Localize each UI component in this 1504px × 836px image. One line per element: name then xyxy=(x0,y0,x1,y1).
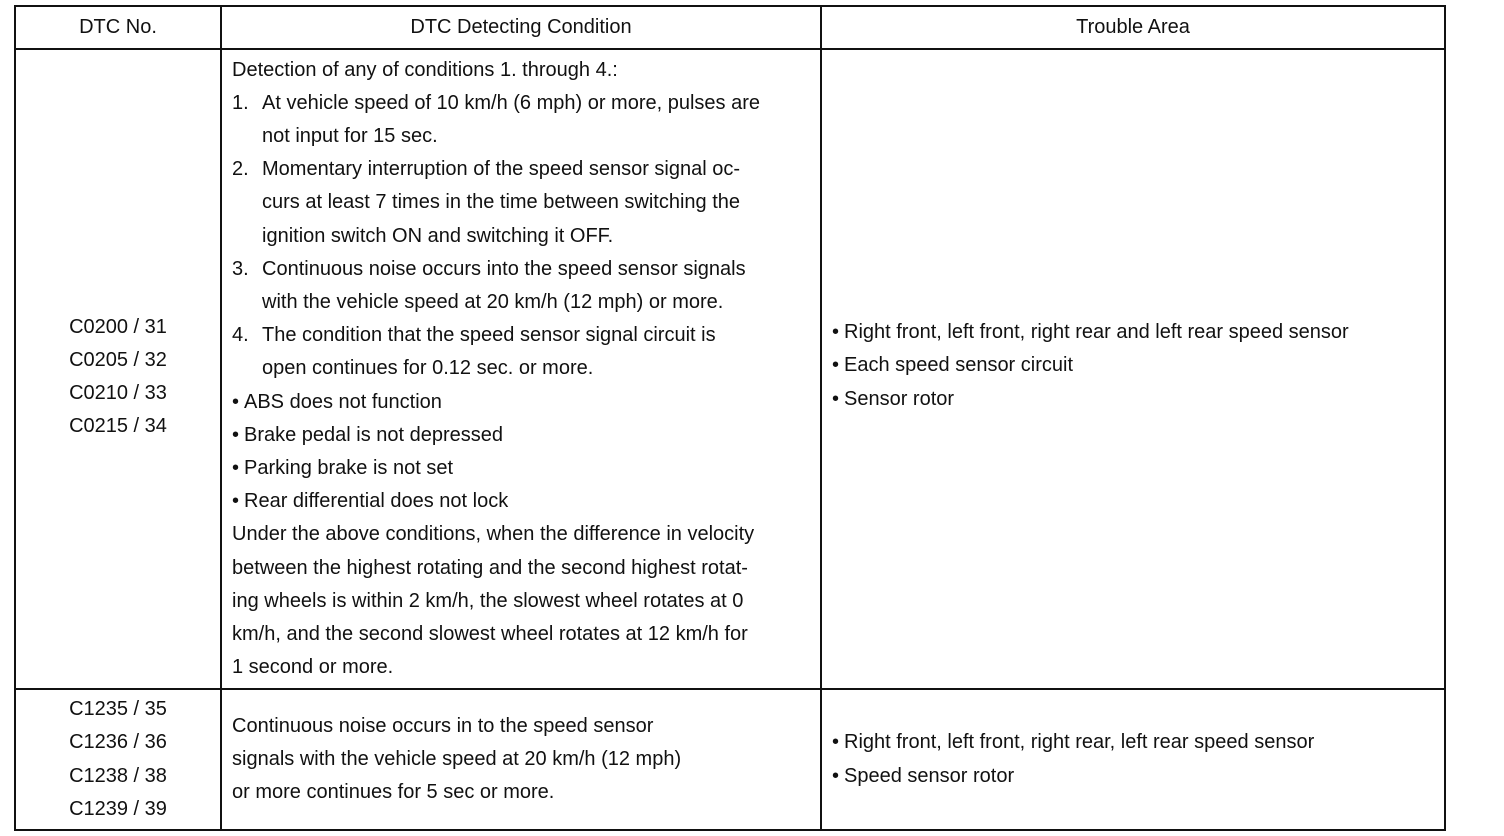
dtc-table xyxy=(14,5,1446,831)
item-text: curs at least 7 times in the time between switching the xyxy=(262,191,741,214)
item-text: The condition that the speed sensor signal circuit is xyxy=(262,324,716,347)
detecting-condition-cell xyxy=(221,49,821,689)
header-detecting-condition: DTC Detecting Condition xyxy=(221,6,821,49)
bullet-text: Parking brake is not set xyxy=(244,457,453,479)
condition-item xyxy=(232,153,820,186)
trouble-area-item xyxy=(832,349,1444,382)
condition-text: or more continues for 5 sec or more. xyxy=(232,781,555,804)
condition-bullet xyxy=(232,386,820,419)
condition-text: Continuous noise occurs in to the speed sensor xyxy=(232,714,654,737)
header-dtc-no: DTC No. xyxy=(15,6,221,49)
dtc-code: C0205 / 32 xyxy=(69,348,167,371)
condition-footer: ing wheels is within 2 km/h, the slowest wheel rotates at 0 xyxy=(232,589,744,612)
header-trouble-area: Trouble Area xyxy=(821,6,1445,49)
table-header-row xyxy=(15,6,1445,49)
bullet-icon: • xyxy=(232,457,240,479)
dtc-code: C1236 / 36 xyxy=(69,731,167,754)
dtc-code: C0200 / 31 xyxy=(69,315,167,338)
condition-footer: Under the above conditions, when the difference in velocity xyxy=(232,523,755,546)
condition-intro: Detection of any of conditions 1. through 4.: xyxy=(232,58,618,81)
item-number: 2. xyxy=(232,158,249,181)
dtc-codes-cell xyxy=(15,49,221,689)
condition-item xyxy=(232,319,820,352)
item-text: ignition switch ON and switching it OFF. xyxy=(262,224,614,247)
condition-footer: between the highest rotating and the second highest rotat- xyxy=(232,556,748,579)
table-row xyxy=(15,689,1445,830)
trouble-area-cell xyxy=(821,49,1445,689)
trouble-area-text: Sensor rotor xyxy=(844,387,955,410)
item-text: open continues for 0.12 sec. or more. xyxy=(262,357,594,380)
bullet-icon: • xyxy=(232,390,240,413)
bullet-icon: • xyxy=(232,490,240,513)
trouble-area-item xyxy=(832,760,1444,793)
trouble-area-item xyxy=(832,726,1444,759)
table-row xyxy=(15,49,1445,689)
condition-bullet xyxy=(232,485,820,518)
item-text: Momentary interruption of the speed sensor signal oc- xyxy=(262,158,741,181)
trouble-area-text: Right front, left front, right rear and left rear speed sensor xyxy=(844,321,1349,344)
condition-footer: 1 second or more. xyxy=(232,656,394,679)
bullet-text: Brake pedal is not depressed xyxy=(244,423,504,446)
bullet-icon: • xyxy=(832,764,840,787)
trouble-area-cell xyxy=(821,689,1445,830)
item-text: At vehicle speed of 10 km/h (6 mph) or more, pulses are xyxy=(262,91,761,114)
detecting-condition-cell xyxy=(221,689,821,830)
trouble-area-item xyxy=(832,316,1444,349)
condition-text: signals with the vehicle speed at 20 km/h (12 mph) xyxy=(232,747,682,770)
dtc-code: C0210 / 33 xyxy=(69,382,167,404)
item-number: 1. xyxy=(232,91,249,114)
item-number: 3. xyxy=(232,257,249,280)
trouble-area-text: Each speed sensor circuit xyxy=(844,354,1074,377)
condition-bullet xyxy=(232,419,820,452)
bullet-icon: • xyxy=(832,321,840,344)
bullet-icon: • xyxy=(832,731,840,754)
bullet-text: ABS does not function xyxy=(244,390,442,413)
bullet-icon: • xyxy=(832,387,840,410)
bullet-icon: • xyxy=(232,423,240,446)
dtc-code: C1235 / 35 xyxy=(69,698,167,721)
bullet-text: Rear differential does not lock xyxy=(244,490,509,513)
condition-bullet xyxy=(232,452,820,485)
dtc-codes-cell xyxy=(15,689,221,830)
trouble-area-text: Right front, left front, right rear, left rear speed sensor xyxy=(844,731,1315,754)
trouble-area-item xyxy=(832,383,1444,416)
condition-footer: km/h, and the second slowest wheel rotates at 12 km/h for xyxy=(232,623,748,646)
trouble-area-text: Speed sensor rotor xyxy=(844,764,1015,787)
dtc-code: C1239 / 39 xyxy=(69,797,167,820)
item-text: Continuous noise occurs into the speed sensor signals xyxy=(262,257,746,280)
item-text: with the vehicle speed at 20 km/h (12 mph) or more. xyxy=(262,290,724,313)
bullet-icon: • xyxy=(832,354,840,377)
condition-item xyxy=(232,253,820,286)
dtc-code: C0215 / 34 xyxy=(69,415,167,438)
item-number: 4. xyxy=(232,324,249,347)
condition-item xyxy=(232,87,820,120)
dtc-code: C1238 / 38 xyxy=(69,764,167,787)
item-text: not input for 15 sec. xyxy=(262,124,438,147)
